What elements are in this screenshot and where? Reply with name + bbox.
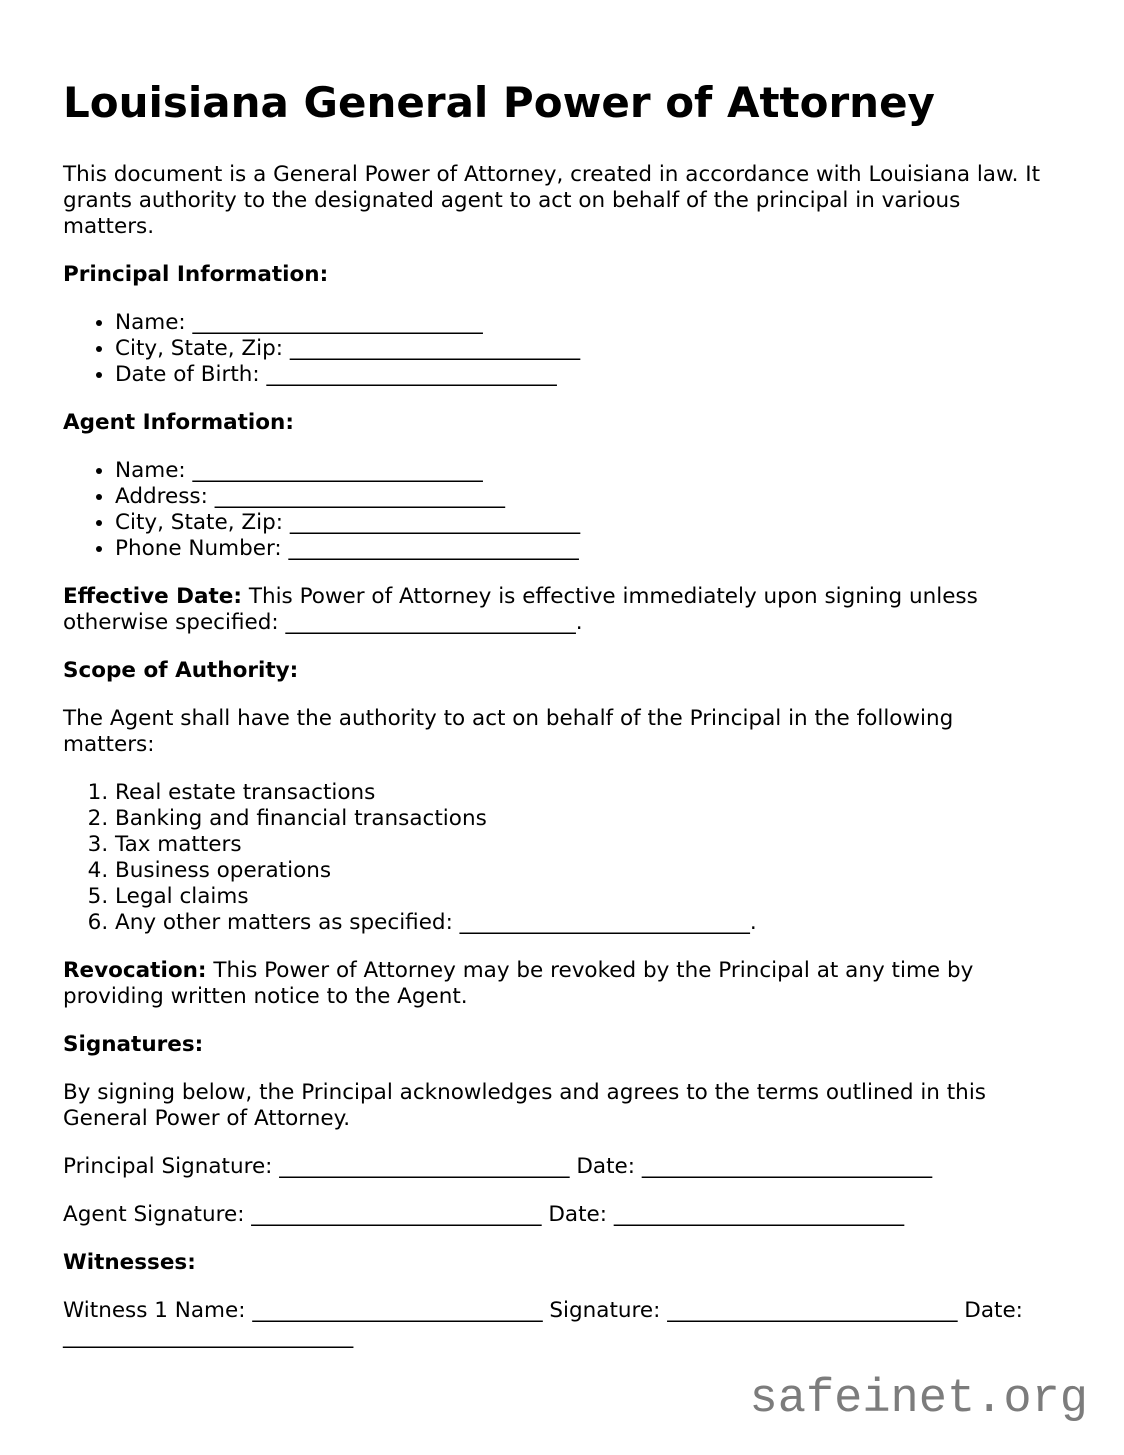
agent-city-state-zip-blank: ___________________________	[289, 510, 581, 535]
agent-signature-blank: ___________________________	[251, 1202, 542, 1227]
agent-name-blank: ___________________________	[192, 458, 483, 483]
principal-signature-date-label: Date:	[569, 1154, 642, 1179]
agent-signature-line	[63, 1202, 1047, 1228]
agent-signature-date-label: Date:	[541, 1202, 614, 1227]
witnesses-heading: Witnesses:	[63, 1250, 196, 1275]
effective-date-suffix: .	[575, 610, 583, 635]
document-title: Louisiana General Power of Attorney	[63, 78, 935, 127]
witness-1-signature-blank: ___________________________	[667, 1298, 958, 1323]
witness-1-date-blank: ___________________________	[63, 1324, 354, 1349]
principal-signature-label: Principal Signature:	[63, 1154, 280, 1179]
scope-item-business: 4. Business operations	[115, 858, 1047, 884]
scope-item-tax: 3. Tax matters	[115, 832, 1047, 858]
witness-1-name-blank: ___________________________	[252, 1298, 543, 1323]
effective-date-blank: ___________________________	[285, 610, 576, 635]
agent-address-blank: ___________________________	[214, 484, 505, 509]
principal-name-blank: ___________________________	[192, 310, 483, 335]
principal-name-line	[115, 310, 1047, 336]
revocation-paragraph	[63, 958, 1047, 1010]
agent-signature-label: Agent Signature:	[63, 1202, 252, 1227]
principal-info-list	[63, 310, 1047, 388]
agent-name-line	[115, 458, 1047, 484]
principal-city-state-zip-blank: ___________________________	[289, 336, 581, 361]
witness-1-name-label: Witness 1 Name:	[63, 1298, 253, 1323]
signatures-intro-paragraph: By signing below, the Principal acknowledges and agrees to the terms outlined in this General Power of Attorney.	[63, 1080, 986, 1131]
agent-city-state-zip-label: City, State, Zip:	[115, 510, 290, 535]
agent-phone-blank: ___________________________	[288, 536, 579, 561]
agent-city-state-zip-line	[115, 510, 1047, 536]
effective-date-lead: Effective Date:	[63, 584, 242, 609]
signatures-heading: Signatures:	[63, 1032, 204, 1057]
scope-item-legal-claims: 5. Legal claims	[115, 884, 1047, 910]
principal-city-state-zip-line	[115, 336, 1047, 362]
witness-1-signature-label: Signature:	[542, 1298, 668, 1323]
principal-signature-line	[63, 1154, 1047, 1180]
effective-date-text: This Power of Attorney is effective immediately upon signing unless otherwise specified:	[63, 584, 978, 635]
effective-date-paragraph	[63, 584, 1047, 636]
principal-name-label: Name:	[115, 310, 193, 335]
scope-item-banking: 2. Banking and financial transactions	[115, 806, 1047, 832]
principal-signature-blank: ___________________________	[279, 1154, 570, 1179]
intro-paragraph: This document is a General Power of Attorney, created in accordance with Louisiana law. It grants authority to the designated agent to act on behalf of the principal in various matters.	[63, 162, 1041, 239]
scope-item-other	[115, 910, 1047, 936]
agent-name-label: Name:	[115, 458, 193, 483]
revocation-lead: Revocation:	[63, 958, 207, 983]
principal-date-of-birth-blank: ___________________________	[266, 362, 557, 387]
principal-date-of-birth-line	[115, 362, 1047, 388]
scope-item-real-estate: 1. Real estate transactions	[115, 780, 1047, 806]
scope-heading: Scope of Authority:	[63, 658, 299, 683]
principal-date-of-birth-label: Date of Birth:	[115, 362, 267, 387]
agent-phone-label: Phone Number:	[115, 536, 289, 561]
witness-1-date-label: Date:	[957, 1298, 1023, 1323]
scope-item-other-suffix: .	[749, 910, 757, 935]
agent-phone-line	[115, 536, 1047, 562]
principal-signature-date-blank: ___________________________	[641, 1154, 933, 1179]
agent-address-line	[115, 484, 1047, 510]
scope-intro-paragraph: The Agent shall have the authority to act on behalf of the Principal in the following matters:	[63, 706, 954, 757]
principal-city-state-zip-label: City, State, Zip:	[115, 336, 290, 361]
scope-item-other-blank: ___________________________	[459, 910, 750, 935]
agent-info-list	[63, 458, 1047, 562]
watermark: safeinet.org	[749, 1373, 1088, 1426]
agent-info-heading: Agent Information:	[63, 410, 294, 435]
agent-signature-date-blank: ___________________________	[613, 1202, 905, 1227]
witness-1-line	[63, 1298, 1047, 1350]
scope-item-other-label: Any other matters as specified:	[115, 910, 460, 935]
scope-list	[63, 780, 1047, 936]
principal-info-heading: Principal Information:	[63, 262, 329, 287]
revocation-text: This Power of Attorney may be revoked by the Principal at any time by providing written notice to the Agent.	[63, 958, 974, 1009]
agent-address-label: Address:	[115, 484, 215, 509]
